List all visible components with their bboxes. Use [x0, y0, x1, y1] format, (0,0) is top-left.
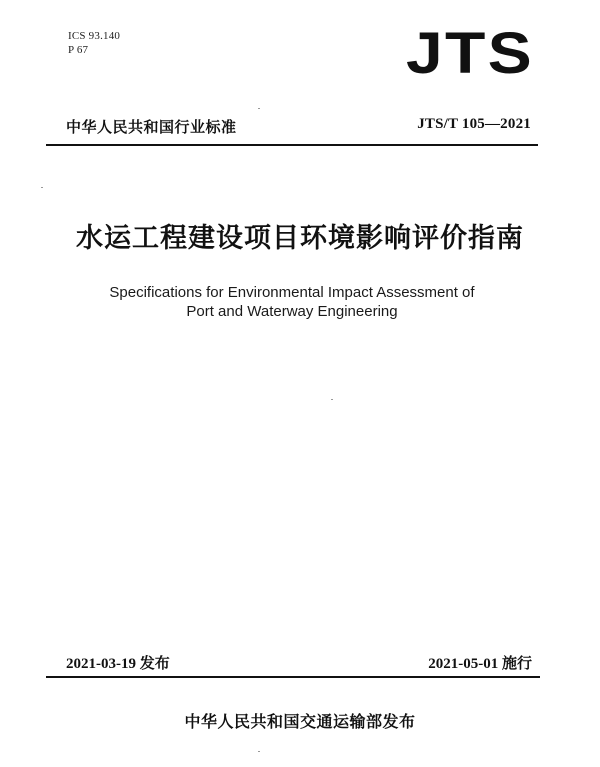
scan-speck — [41, 187, 43, 188]
jts-logo-text: JTS — [406, 26, 534, 76]
issue-date: 2021-03-19 发布 — [66, 656, 170, 672]
publisher: 中华人民共和国交通运输部发布 — [184, 712, 416, 731]
ics-code: ICS 93.140 — [68, 30, 121, 42]
title-english — [0, 283, 584, 321]
standard-category: 中华人民共和国行业标准 — [66, 118, 237, 136]
top-divider — [46, 144, 538, 146]
scan-speck — [331, 399, 333, 400]
title-chinese: 水运工程建设项目环境影响评价指南 — [76, 223, 524, 254]
scan-speck — [258, 108, 260, 109]
title-english-line-1: Specifications for Environmental Impact Assessment of — [109, 284, 475, 301]
classification-block — [68, 29, 120, 57]
scan-speck — [258, 751, 260, 752]
standard-code: JTS/T 105—2021 — [417, 116, 531, 132]
category-code: P 67 — [68, 44, 89, 56]
jts-logo — [404, 26, 536, 76]
implementation-date: 2021-05-01 施行 — [428, 656, 532, 672]
bottom-divider — [46, 676, 540, 678]
title-english-line-2: Port and Waterway Engineering — [186, 303, 398, 320]
